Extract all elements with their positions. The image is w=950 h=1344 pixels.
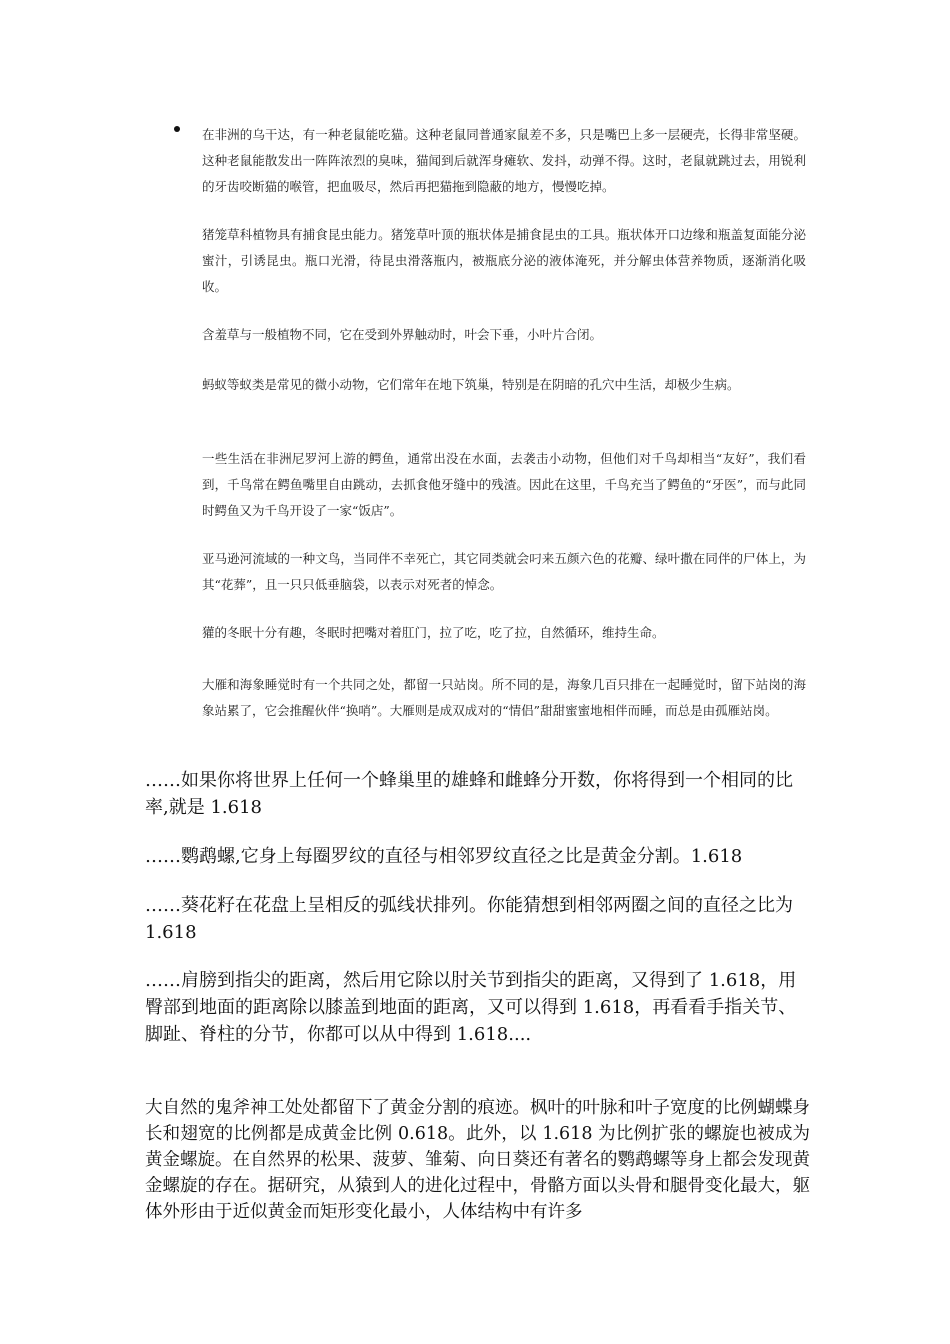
fact-paragraph-mouse: 在非洲的乌干达，有一种老鼠能吃猫。这种老鼠同普通家鼠差不多，只是嘴巴上多一层硬壳，长得非常坚硬。这种老鼠能散发出一阵阵浓烈的臭味，猫闻到后就浑身瘫软、发抖，动弹不得。这时，老鼠就跳过去，用锐利的牙齿咬断猫的喉管，把血吸尽，然后再把猫拖到隐蔽的地方，慢慢吃掉。 <box>202 127 806 194</box>
closing-paragraph: 大自然的鬼斧神工处处都留下了黄金分割的痕迹。枫叶的叶脉和叶子宽度的比例蝴蝶身长和翅宽的比例都是成黄金比例 0.618。此外，以 1.618 为比例扩张的螺旋也被成为黄金螺旋。在自然界的松果、菠萝、雏菊、向日葵还有著名的鹦鹉螺等身上都会发现黄金螺旋的存在。据研究，从猿到人的进化过程中，骨骼方面以头骨和腿骨变化最大，躯体外形由于近似黄金而矩形变化最小，人体结构中有许多 <box>145 1098 810 1222</box>
ratio-paragraph-nautilus: ……鹦鹉螺,它身上每圈罗纹的直径与相邻罗纹直径之比是黄金分割。1.618 <box>145 846 743 867</box>
bullet-point <box>174 126 180 132</box>
ratio-paragraph-human-body: ……肩膀到指尖的距离，然后用它除以肘关节到指尖的距离，又得到了 1.618，用臀部到地面的距离除以膝盖到地面的距离，又可以得到 1.618，再看看手指关节、脚趾、脊柱的分节，你都可以从中得到 1.618.... <box>145 970 797 1045</box>
ratio-paragraph-bees: ……如果你将世界上任何一个蜂巢里的雄蜂和雌蜂分开数，你将得到一个相同的比率,就是 1.618 <box>145 770 793 818</box>
fact-paragraph-geese-walrus: 大雁和海象睡觉时有一个共同之处，都留一只站岗。所不同的是，海象几百只排在一起睡觉时，留下站岗的海象站累了，它会推醒伙伴“换哨”。大雁则是成双成对的“情侣”甜甜蜜蜜地相伴而睡，而总是由孤雁站岗。 <box>202 677 806 718</box>
fact-paragraph-weaver-bird: 亚马逊河流域的一种文鸟，当同伴不幸死亡，其它同类就会叼来五颜六色的花瓣、绿叶撒在同伴的尸体上，为其“花葬”，且一只只低垂脑袋，以表示对死者的悼念。 <box>202 551 806 592</box>
ratio-paragraph-sunflower: ……葵花籽在花盘上呈相反的弧线状排列。你能猜想到相邻两圈之间的直径之比为 1.618 <box>145 895 793 943</box>
fact-paragraph-mimosa: 含羞草与一般植物不同，它在受到外界触动时，叶会下垂，小叶片合闭。 <box>202 327 603 342</box>
fact-paragraph-ants: 蚂蚁等蚁类是常见的微小动物，它们常年在地下筑巢，特别是在阴暗的孔穴中生活，却极少生病。 <box>202 377 740 392</box>
fact-paragraph-crocodile: 一些生活在非洲尼罗河上游的鳄鱼，通常出没在水面，去袭击小动物，但他们对千鸟却相当“友好”，我们看到，千鸟常在鳄鱼嘴里自由跳动，去抓食他牙缝中的残渣。因此在这里，千鸟充当了鳄鱼的“牙医”，而与此同时鳄鱼又为千鸟开设了一家“饭店”。 <box>202 451 806 518</box>
fact-paragraph-pitcher-plant: 猪笼草科植物具有捕食昆虫能力。猪笼草叶顶的瓶状体是捕食昆虫的工具。瓶状体开口边缘和瓶盖复面能分泌蜜汁，引诱昆虫。瓶口光滑，待昆虫滑落瓶内，被瓶底分泌的液体淹死，并分解虫体营养物质，逐渐消化吸收。 <box>202 227 806 294</box>
fact-paragraph-badger: 獾的冬眠十分有趣，冬眠时把嘴对着肛门，拉了吃，吃了拉，自然循环，维持生命。 <box>202 625 665 640</box>
